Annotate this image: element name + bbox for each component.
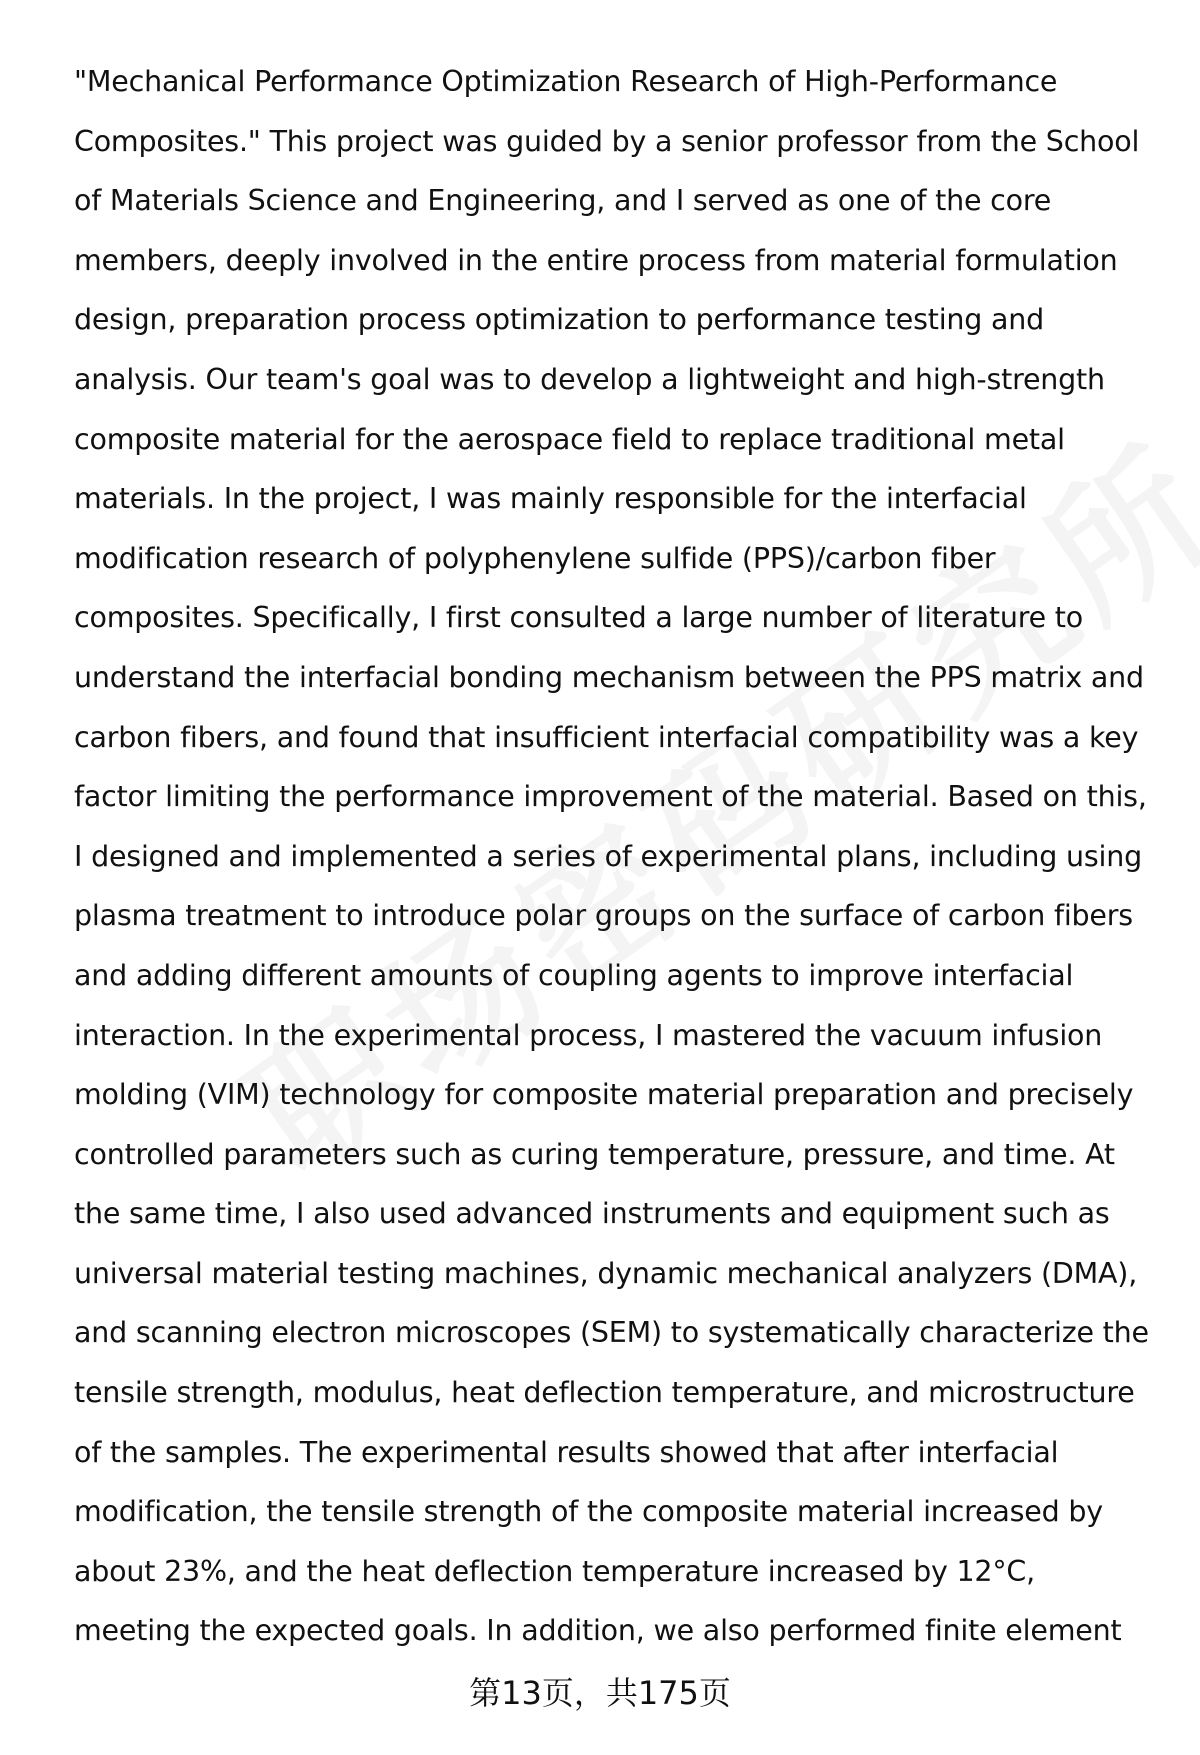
text-line: plasma treatment to introduce polar groups on the surface of carbon fibers xyxy=(74,899,1133,933)
text-line: modification research of polyphenylene sulfide (PPS)/carbon fiber xyxy=(74,541,996,575)
text-line: "Mechanical Performance Optimization Research of High-Performance xyxy=(74,65,1058,98)
text-line: composite material for the aerospace field to replace traditional metal xyxy=(74,422,1065,456)
text-line: the same time, I also used advanced instruments and equipment such as xyxy=(74,1197,1110,1231)
text-line: factor limiting the performance improvement of the material. Based on this, xyxy=(74,780,1147,814)
text-line: of the samples. The experimental results showed that after interfacial xyxy=(74,1435,1059,1469)
text-line: tensile strength, modulus, heat deflection temperature, and microstructure xyxy=(74,1376,1135,1410)
text-line: and adding different amounts of coupling agents to improve interfacial xyxy=(74,958,1074,992)
text-line: and scanning electron microscopes (SEM) to systematically characterize the xyxy=(74,1316,1149,1350)
text-line: controlled parameters such as curing temperature, pressure, and time. At xyxy=(74,1137,1115,1171)
page-indicator: 第13页，共175页 xyxy=(469,1674,731,1712)
text-line: Composites." This project was guided by a senior professor from the School xyxy=(74,124,1140,158)
text-line: carbon fibers, and found that insufficient interfacial compatibility was a key xyxy=(74,720,1139,754)
text-line: universal material testing machines, dynamic mechanical analyzers (DMA), xyxy=(74,1256,1138,1290)
text-line: modification, the tensile strength of the composite material increased by xyxy=(74,1495,1103,1529)
text-line: about 23%, and the heat deflection temperature increased by 12°C, xyxy=(74,1554,1035,1588)
text-line: composites. Specifically, I first consulted a large number of literature to xyxy=(74,601,1084,635)
text-line: molding (VIM) technology for composite material preparation and precisely xyxy=(74,1078,1134,1112)
text-line: I designed and implemented a series of experimental plans, including using xyxy=(74,839,1143,873)
text-line: interaction. In the experimental process, I mastered the vacuum infusion xyxy=(74,1018,1103,1052)
text-line: understand the interfacial bonding mechanism between the PPS matrix and xyxy=(74,660,1144,694)
text-line: meeting the expected goals. In addition, we also performed finite element xyxy=(74,1614,1122,1648)
text-line: materials. In the project, I was mainly responsible for the interfacial xyxy=(74,482,1027,516)
text-line: of Materials Science and Engineering, and I served as one of the core xyxy=(74,184,1052,218)
text-line: analysis. Our team's goal was to develop a lightweight and high-strength xyxy=(74,362,1105,396)
text-line: members, deeply involved in the entire process from material formulation xyxy=(74,243,1118,277)
text-line: design, preparation process optimization to performance testing and xyxy=(74,303,1045,337)
body-text xyxy=(74,52,1154,1661)
